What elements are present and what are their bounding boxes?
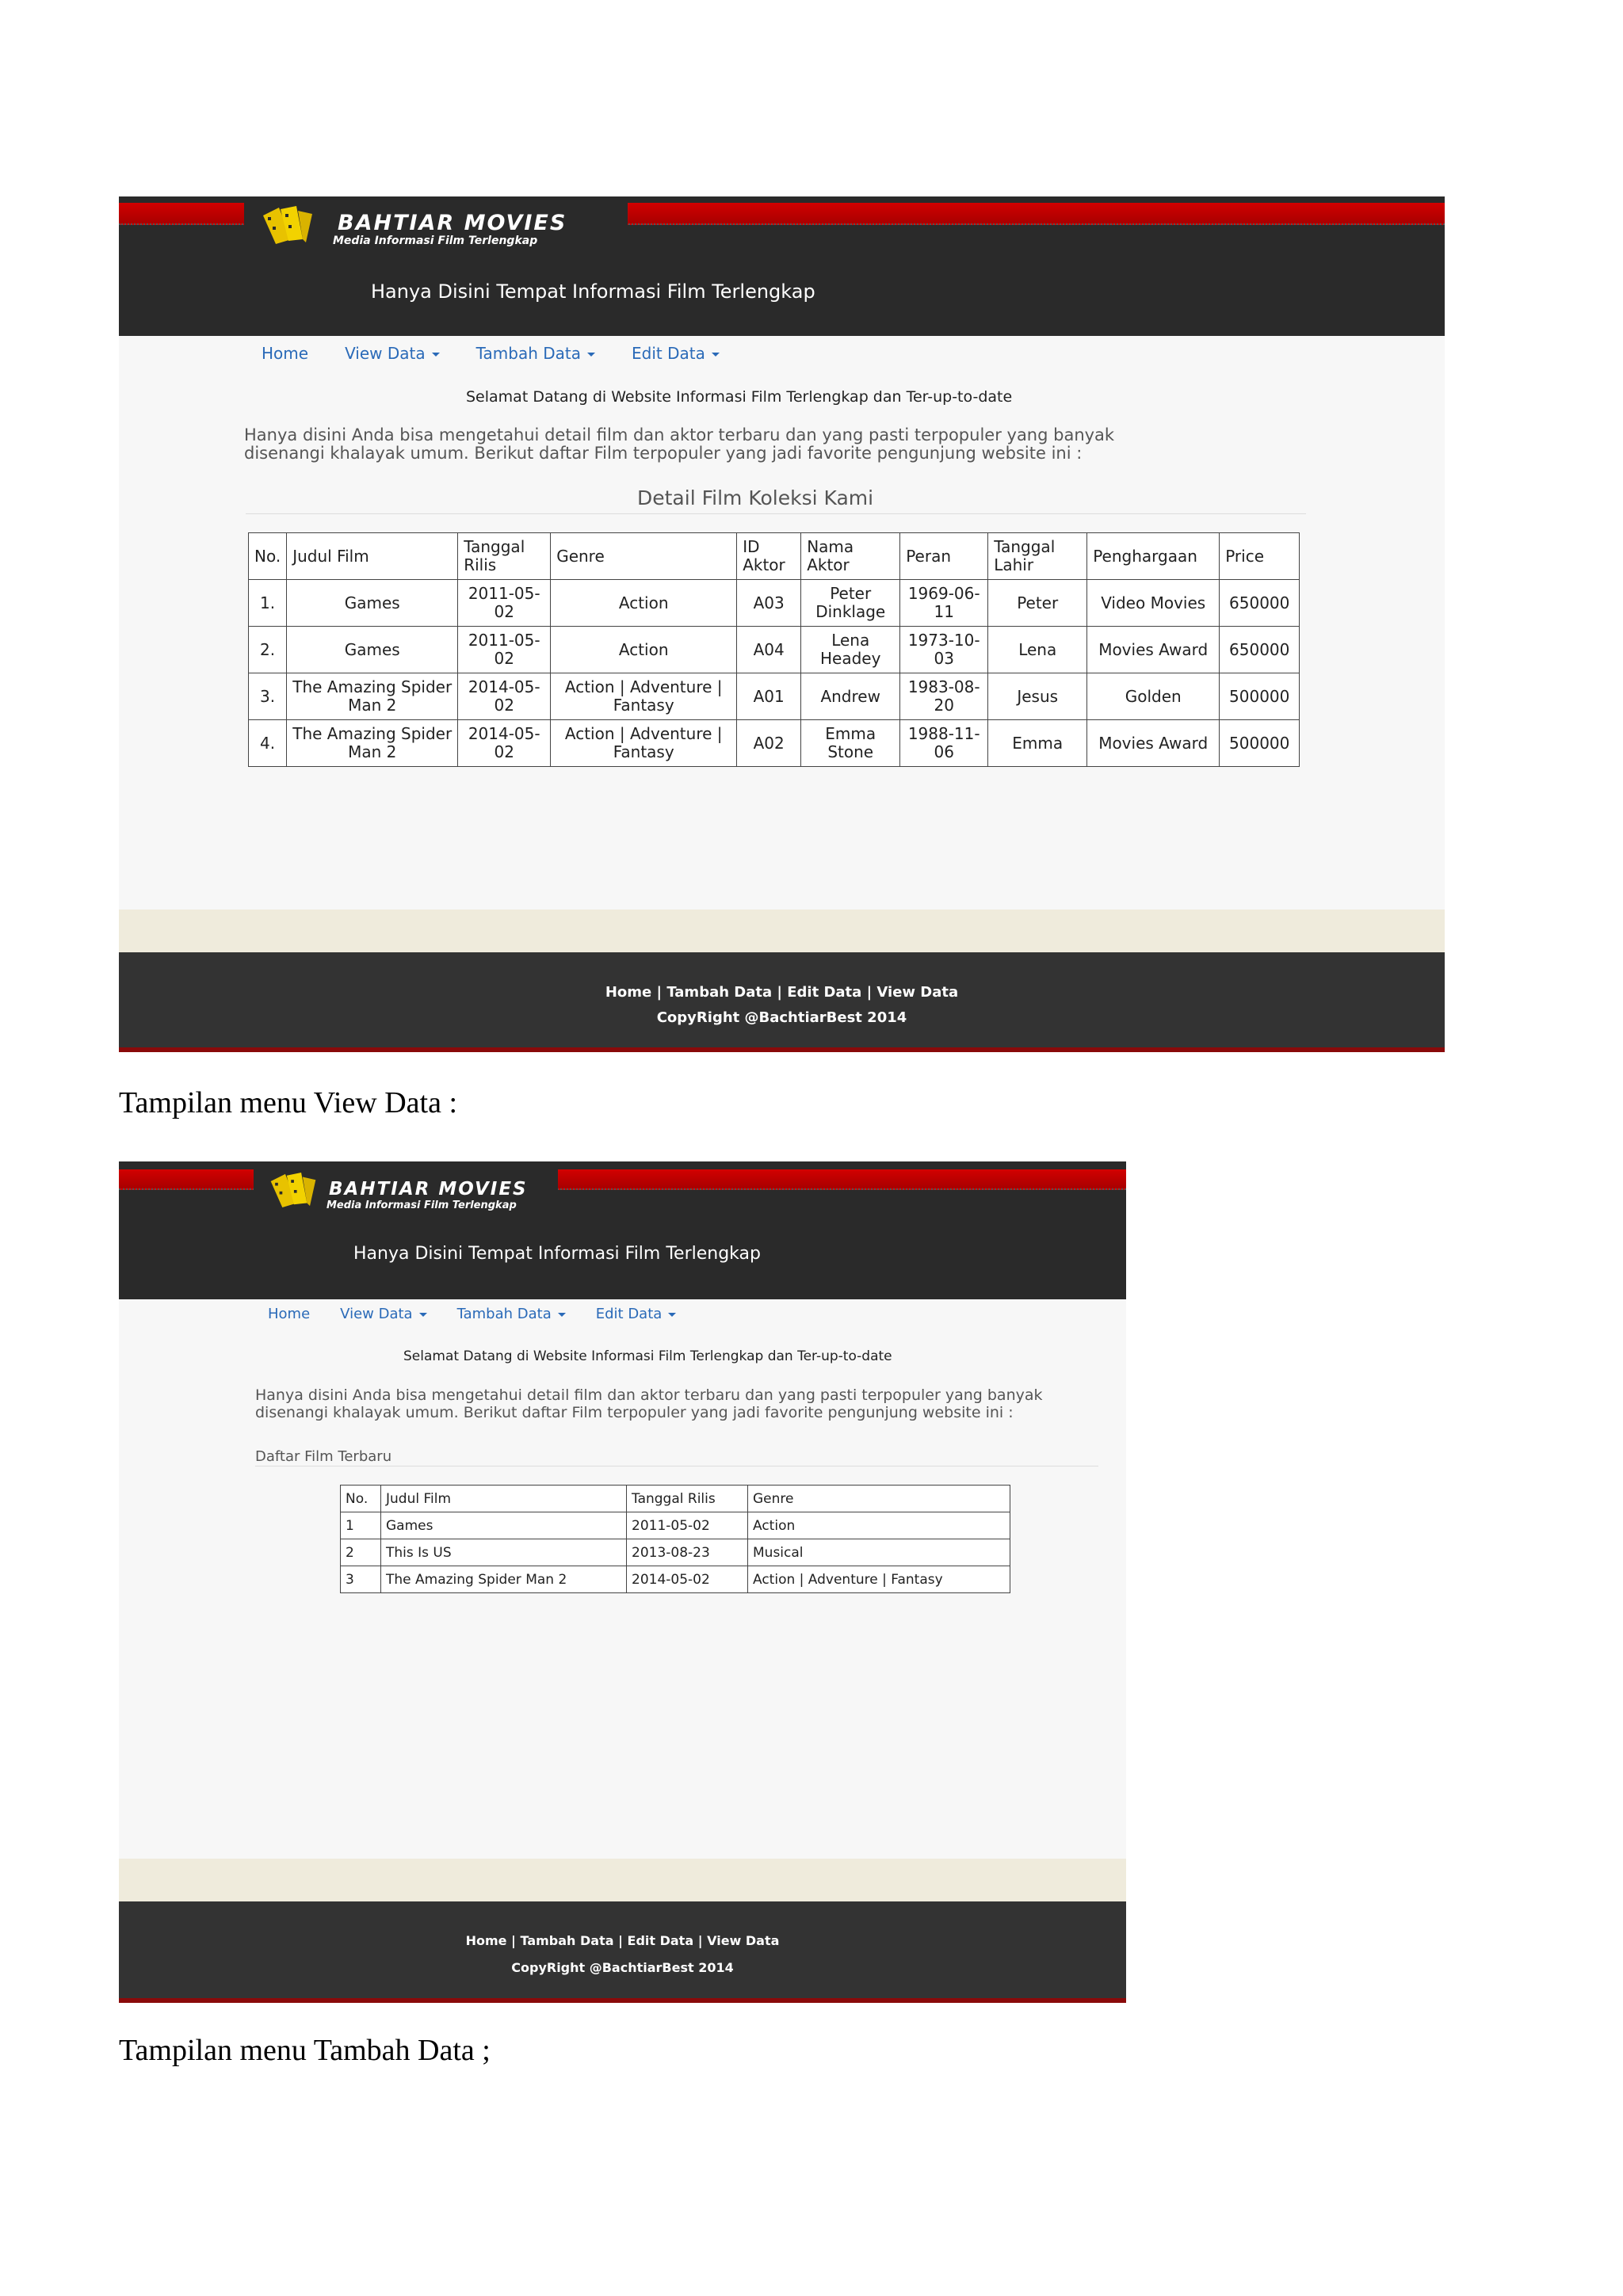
cell: Emma Stone [801, 720, 900, 767]
table-row [341, 1539, 1010, 1566]
cell: 2011-05-02 [627, 1512, 748, 1539]
nav-view-data[interactable] [340, 1306, 426, 1322]
cell: A04 [737, 627, 801, 673]
divider [246, 513, 1306, 514]
cell: Games [287, 627, 458, 673]
col-price: Price [1220, 533, 1300, 580]
brand-name: BAHTIAR MOVIES [329, 1179, 528, 1199]
nav-edit-data-label: Edit Data [632, 344, 705, 363]
cell: 650000 [1220, 627, 1300, 673]
col-tanggal-lahir: Tanggal Lahir [988, 533, 1087, 580]
table-row [341, 1512, 1010, 1539]
site-header [119, 1161, 1126, 1299]
cell: 3 [341, 1566, 381, 1593]
nav-tambah-data[interactable] [476, 344, 595, 363]
col-no: No. [341, 1486, 381, 1512]
cell: 650000 [1220, 580, 1300, 627]
cell: Lena [988, 627, 1087, 673]
site-header [119, 196, 1445, 336]
intro-line-1: Hanya disini Anda bisa mengetahui detail film dan aktor terbaru dan yang pasti terpopuler yang banyak [244, 425, 1115, 444]
nav-tambah-data-label: Tambah Data [475, 344, 582, 363]
nav-view-data-label: View Data [345, 344, 426, 363]
site-footer [119, 1901, 1126, 2003]
nav-tambah-data-label: Tambah Data [456, 1306, 552, 1322]
cell: 1969-06-11 [900, 580, 988, 627]
cell: A01 [737, 673, 801, 720]
col-genre: Genre [748, 1486, 1010, 1512]
caption-tambah-data: Tampilan menu Tambah Data ; [119, 2034, 491, 2067]
caret-down-icon [558, 1313, 566, 1317]
col-peran: Peran [900, 533, 988, 580]
table-header-row [341, 1486, 1010, 1512]
cell: Action [748, 1512, 1010, 1539]
header-tagline: Hanya Disini Tempat Informasi Film Terlengkap [353, 1244, 761, 1264]
cell: Movies Award [1087, 627, 1220, 673]
film-reel-icon [260, 204, 315, 246]
welcome-text: Selamat Datang di Website Informasi Film Terlengkap dan Ter-up-to-date [403, 1348, 892, 1364]
footer-red-strip [119, 1047, 1445, 1052]
cell: Action | Adventure | Fantasy [551, 720, 737, 767]
caret-down-icon [712, 353, 720, 357]
nav-edit-data[interactable] [632, 344, 720, 363]
film-reel-icon [268, 1171, 319, 1209]
cell: Action [551, 627, 737, 673]
intro-line-2: disenangi khalayak umum. Berikut daftar Film terpopuler yang jadi favorite pengunjung website ini : [244, 444, 1083, 463]
cell: 500000 [1220, 720, 1300, 767]
cell: Action | Adventure | Fantasy [748, 1566, 1010, 1593]
cell: Musical [748, 1539, 1010, 1566]
cell: 1983-08-20 [900, 673, 988, 720]
table-header-row [249, 533, 1300, 580]
cell: Video Movies [1087, 580, 1220, 627]
cell: 2014-05-02 [458, 673, 551, 720]
cell: Golden [1087, 673, 1220, 720]
table-row [249, 580, 1300, 627]
nav-view-data[interactable] [345, 344, 440, 363]
brand-subtitle: Media Informasi Film Terlengkap [333, 235, 538, 247]
screenshot-view-data [119, 1161, 1126, 2003]
intro-line-1: Hanya disini Anda bisa mengetahui detail film dan aktor terbaru dan yang pasti terpopuler yang banyak [255, 1386, 1043, 1404]
caret-down-icon [668, 1313, 676, 1317]
table-row [249, 720, 1300, 767]
cell: 2011-05-02 [458, 627, 551, 673]
caption-view-data: Tampilan menu View Data : [119, 1086, 458, 1119]
cell: 500000 [1220, 673, 1300, 720]
cell: The Amazing Spider Man 2 [287, 673, 458, 720]
main-nav [268, 1306, 706, 1322]
intro-line-2: disenangi khalayak umum. Berikut daftar Film terpopuler yang jadi favorite pengunjung website ini : [255, 1404, 1014, 1421]
detail-title: Detail Film Koleksi Kami [637, 486, 874, 509]
footer-red-strip [119, 1998, 1126, 2003]
content-bottom-band [119, 1859, 1126, 1901]
cell: 1973-10-03 [900, 627, 988, 673]
nav-edit-data[interactable] [596, 1306, 677, 1322]
footer-copyright: CopyRight @BachtiarBest 2014 [511, 1960, 734, 1975]
cell: A03 [737, 580, 801, 627]
table-row [249, 627, 1300, 673]
brand-subtitle: Media Informasi Film Terlengkap [327, 1199, 517, 1211]
cell: 1. [249, 580, 287, 627]
cell: Jesus [988, 673, 1087, 720]
col-judul-film: Judul Film [287, 533, 458, 580]
col-tanggal-rilis: Tanggal Rilis [627, 1486, 748, 1512]
footer-links[interactable]: Home | Tambah Data | Edit Data | View Data [605, 984, 959, 1001]
site-footer [119, 952, 1445, 1052]
cell: Emma [988, 720, 1087, 767]
col-no: No. [249, 533, 287, 580]
cell: Action | Adventure | Fantasy [551, 673, 737, 720]
col-penghargaan: Penghargaan [1087, 533, 1220, 580]
nav-home[interactable]: Home [262, 344, 309, 363]
col-nama-aktor: Nama Aktor [801, 533, 900, 580]
cell: Andrew [801, 673, 900, 720]
cell: Peter [988, 580, 1087, 627]
cell: Games [381, 1512, 627, 1539]
welcome-text: Selamat Datang di Website Informasi Film Terlengkap dan Ter-up-to-date [466, 388, 1013, 406]
cell: Games [287, 580, 458, 627]
caret-down-icon [419, 1313, 427, 1317]
cell: 2014-05-02 [627, 1566, 748, 1593]
cell: A02 [737, 720, 801, 767]
cell: The Amazing Spider Man 2 [287, 720, 458, 767]
detail-table [248, 532, 1300, 767]
cell: 1 [341, 1512, 381, 1539]
table-row [341, 1566, 1010, 1593]
cell: 2. [249, 627, 287, 673]
intro-text [244, 426, 1290, 463]
cell: 2013-08-23 [627, 1539, 748, 1566]
caret-down-icon [432, 353, 440, 357]
cell: 2 [341, 1539, 381, 1566]
cell: 2011-05-02 [458, 580, 551, 627]
col-id-aktor: ID Aktor [737, 533, 801, 580]
col-genre: Genre [551, 533, 737, 580]
nav-tambah-data[interactable] [457, 1306, 566, 1322]
view-table [340, 1485, 1010, 1593]
col-tanggal-rilis: Tanggal Rilis [458, 533, 551, 580]
cell: Movies Award [1087, 720, 1220, 767]
cell: 2014-05-02 [458, 720, 551, 767]
footer-links[interactable]: Home | Tambah Data | Edit Data | View Data [465, 1933, 780, 1948]
logo[interactable] [254, 1168, 558, 1214]
logo[interactable] [244, 200, 628, 249]
cell: The Amazing Spider Man 2 [381, 1566, 627, 1593]
cell: Lena Headey [801, 627, 900, 673]
content-bottom-band [119, 910, 1445, 952]
caret-down-icon [587, 353, 595, 357]
view-title: Daftar Film Terbaru [255, 1448, 392, 1465]
col-judul-film: Judul Film [381, 1486, 627, 1512]
nav-home[interactable]: Home [268, 1306, 311, 1322]
cell: This Is US [381, 1539, 627, 1566]
nav-view-data-label: View Data [340, 1306, 413, 1322]
cell: 1988-11-06 [900, 720, 988, 767]
header-tagline: Hanya Disini Tempat Informasi Film Terlengkap [371, 280, 815, 303]
cell: 3. [249, 673, 287, 720]
footer-copyright: CopyRight @BachtiarBest 2014 [656, 1009, 907, 1026]
cell: Action [551, 580, 737, 627]
intro-text [255, 1386, 1087, 1421]
screenshot-home [119, 196, 1445, 1052]
nav-edit-data-label: Edit Data [595, 1306, 663, 1322]
brand-name: BAHTIAR MOVIES [338, 211, 567, 235]
cell: Peter Dinklage [801, 580, 900, 627]
table-row [249, 673, 1300, 720]
main-nav [262, 344, 756, 363]
cell: 4. [249, 720, 287, 767]
